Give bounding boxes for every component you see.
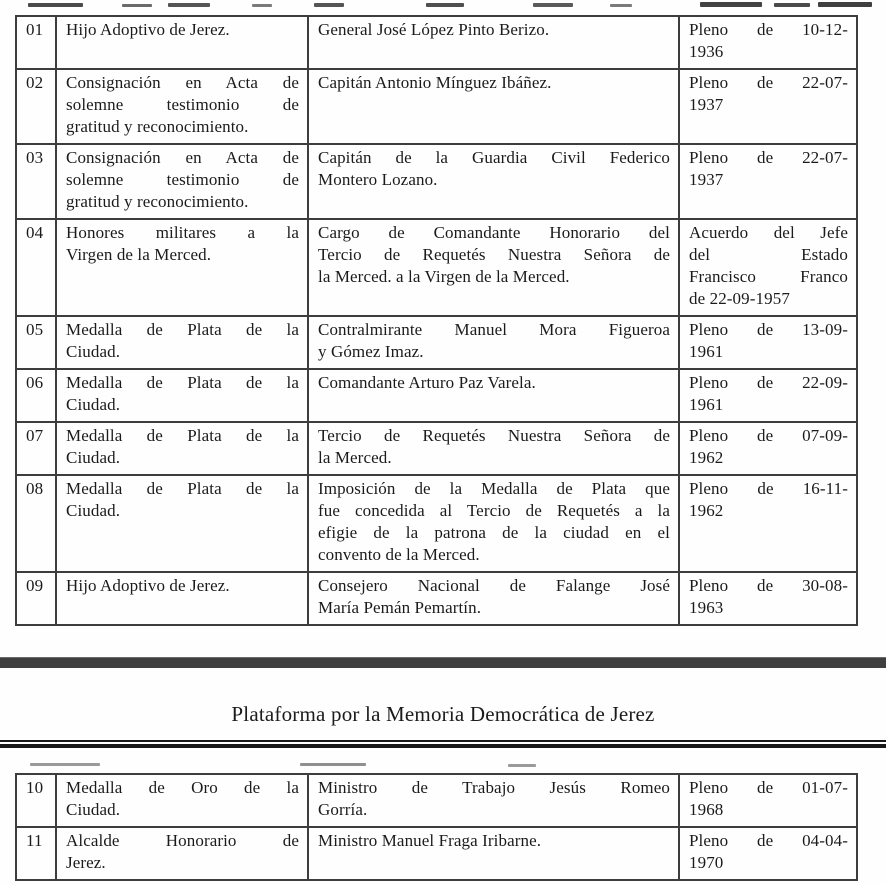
text-line: gratitud y reconocimiento. [66,117,249,136]
text-line: María Pemán Pemartín. [318,598,482,617]
text-line: 03 [26,148,44,167]
text-line: 05 [26,320,44,339]
text-line: Ciudad. [66,448,121,467]
text-line: Hijo Adoptivo de Jerez. [66,20,230,39]
text-line: 10 [26,778,44,797]
scan-artifact [252,4,272,7]
row-number [16,69,56,144]
row-number [16,219,56,316]
text-line: Pleno de 22-07- [689,148,848,167]
scan-artifact [610,4,632,7]
recipient-cell [308,144,679,219]
date-cell [679,774,857,827]
text-line: Consignación en Acta de [66,73,299,92]
text-line: del Estado [689,245,848,264]
title-underline-rule [0,740,886,748]
text-line: Comandante Arturo Paz Varela. [318,373,536,392]
date-cell [679,16,857,69]
text-line: Imposición de la Medalla de Plata que [318,479,670,498]
text-line: Pleno de 22-09- [689,373,848,392]
text-line: Pleno de 16-11- [689,479,848,498]
text-line: Medalla de Oro de la [66,778,299,797]
text-line: 1937 [689,170,724,189]
text-line: Contralmirante Manuel Mora Figueroa [318,320,670,339]
recipient-cell [308,572,679,625]
recipient-cell [308,774,679,827]
text-line: la Merced. a la Virgen de la Merced. [318,267,570,286]
text-line: Pleno de 07-09- [689,426,848,445]
honor-cell [56,219,308,316]
scan-artifact [28,3,83,7]
text-line: Francisco Franco [689,267,848,286]
honor-cell [56,475,308,572]
text-line: Acuerdo del Jefe [689,223,848,242]
text-line: la Merced. [318,448,392,467]
text-line: Pleno de 04-04- [689,831,848,850]
honors-table-1936-1963 [15,15,858,626]
text-line: gratitud y reconocimiento. [66,192,249,211]
recipient-cell [308,69,679,144]
table-row [16,144,857,219]
text-line: 06 [26,373,44,392]
table-row [16,572,857,625]
text-line: 1937 [689,95,724,114]
table-row [16,827,857,880]
text-line: Consejero Nacional de Falange José [318,576,670,595]
honor-cell [56,369,308,422]
scan-artifact [774,3,810,7]
text-line: General José López Pinto Berizo. [318,20,550,39]
recipient-cell [308,475,679,572]
text-line: 09 [26,576,44,595]
scan-artifact [700,2,762,7]
text-line: Jerez. [66,853,106,872]
scan-artifact [818,2,872,7]
text-line: 1936 [689,42,724,61]
text-line: Pleno de 30-08- [689,576,848,595]
date-cell [679,316,857,369]
row-number [16,144,56,219]
date-cell [679,69,857,144]
table-row [16,422,857,475]
scan-artifact [30,763,100,766]
text-line: Pleno de 13-09- [689,320,848,339]
text-line: 11 [26,831,43,850]
scan-artifact [426,3,464,7]
honor-cell [56,827,308,880]
recipient-cell [308,827,679,880]
date-cell [679,219,857,316]
table-row [16,774,857,827]
text-line: Consignación en Acta de [66,148,299,167]
recipient-cell [308,219,679,316]
recipient-cell [308,369,679,422]
date-cell [679,369,857,422]
text-line: de 22-09-1957 [689,289,790,308]
row-number [16,422,56,475]
text-line: Pleno de 01-07- [689,778,848,797]
text-line: Capitán Antonio Mínguez Ibáñez. [318,73,552,92]
date-cell [679,572,857,625]
text-line: fue concedida al Tercio de Requetés a la [318,501,670,520]
text-line: Cargo de Comandante Honorario del [318,223,670,242]
text-line: efigie de la patrona de la ciudad en el [318,523,670,542]
row-number [16,774,56,827]
text-line: Medalla de Plata de la [66,479,299,498]
row-number [16,316,56,369]
scan-artifact [300,763,366,766]
scan-artifact [533,3,573,7]
honor-cell [56,774,308,827]
text-line: Honores militares a la [66,223,299,242]
text-line: Montero Lozano. [318,170,438,189]
section-divider-bar [0,657,886,668]
honor-cell [56,316,308,369]
text-line: 1968 [689,800,724,819]
scan-artifact [314,3,344,7]
text-line: Medalla de Plata de la [66,320,299,339]
text-line: Virgen de la Merced. [66,245,212,264]
date-cell [679,827,857,880]
date-cell [679,475,857,572]
honor-cell [56,144,308,219]
text-line: Ministro Manuel Fraga Iribarne. [318,831,542,850]
section-title: Plataforma por la Memoria Democrática de Jerez [231,702,655,726]
honors-table-1968-1970 [15,773,858,881]
honor-cell [56,422,308,475]
date-cell [679,144,857,219]
text-line: Pleno de 10-12- [689,20,848,39]
text-line: 1962 [689,448,724,467]
text-line: 1962 [689,501,724,520]
rule-thick-line [0,744,886,748]
text-line: 02 [26,73,44,92]
text-line: Medalla de Plata de la [66,426,299,445]
table-row [16,316,857,369]
text-line: Pleno de 22-07- [689,73,848,92]
text-line: Ciudad. [66,501,121,520]
recipient-cell [308,316,679,369]
text-line: 1961 [689,395,724,414]
text-line: 04 [26,223,44,242]
honor-cell [56,572,308,625]
row-number [16,572,56,625]
table-row [16,16,857,69]
date-cell [679,422,857,475]
text-line: 1963 [689,598,724,617]
text-line: Medalla de Plata de la [66,373,299,392]
table-row [16,475,857,572]
text-line: Alcalde Honorario de [66,831,299,850]
text-line: Tercio de Requetés Nuestra Señora de [318,426,670,445]
recipient-cell [308,16,679,69]
table-row [16,369,857,422]
text-line: 07 [26,426,44,445]
text-line: Gorría. [318,800,368,819]
row-number [16,369,56,422]
row-number [16,475,56,572]
text-line: Capitán de la Guardia Civil Federico [318,148,670,167]
text-line: Tercio de Requetés Nuestra Señora de [318,245,670,264]
text-line: Ciudad. [66,342,121,361]
scan-artifact [168,3,210,7]
text-line: convento de la Merced. [318,545,480,564]
scan-artifact [508,764,536,767]
text-line: 1961 [689,342,724,361]
table-row [16,69,857,144]
honor-cell [56,16,308,69]
text-line: 08 [26,479,44,498]
text-line: Ministro de Trabajo Jesús Romeo [318,778,670,797]
recipient-cell [308,422,679,475]
text-line: Hijo Adoptivo de Jerez. [66,576,230,595]
text-line: 1970 [689,853,724,872]
text-line: Ciudad. [66,800,121,819]
text-line: solemne testimonio de [66,95,299,114]
text-line: y Gómez Imaz. [318,342,424,361]
table-row [16,219,857,316]
text-line: solemne testimonio de [66,170,299,189]
honor-cell [56,69,308,144]
row-number [16,16,56,69]
text-line: Ciudad. [66,395,121,414]
scan-artifact [122,4,152,7]
text-line: 01 [26,20,44,39]
row-number [16,827,56,880]
